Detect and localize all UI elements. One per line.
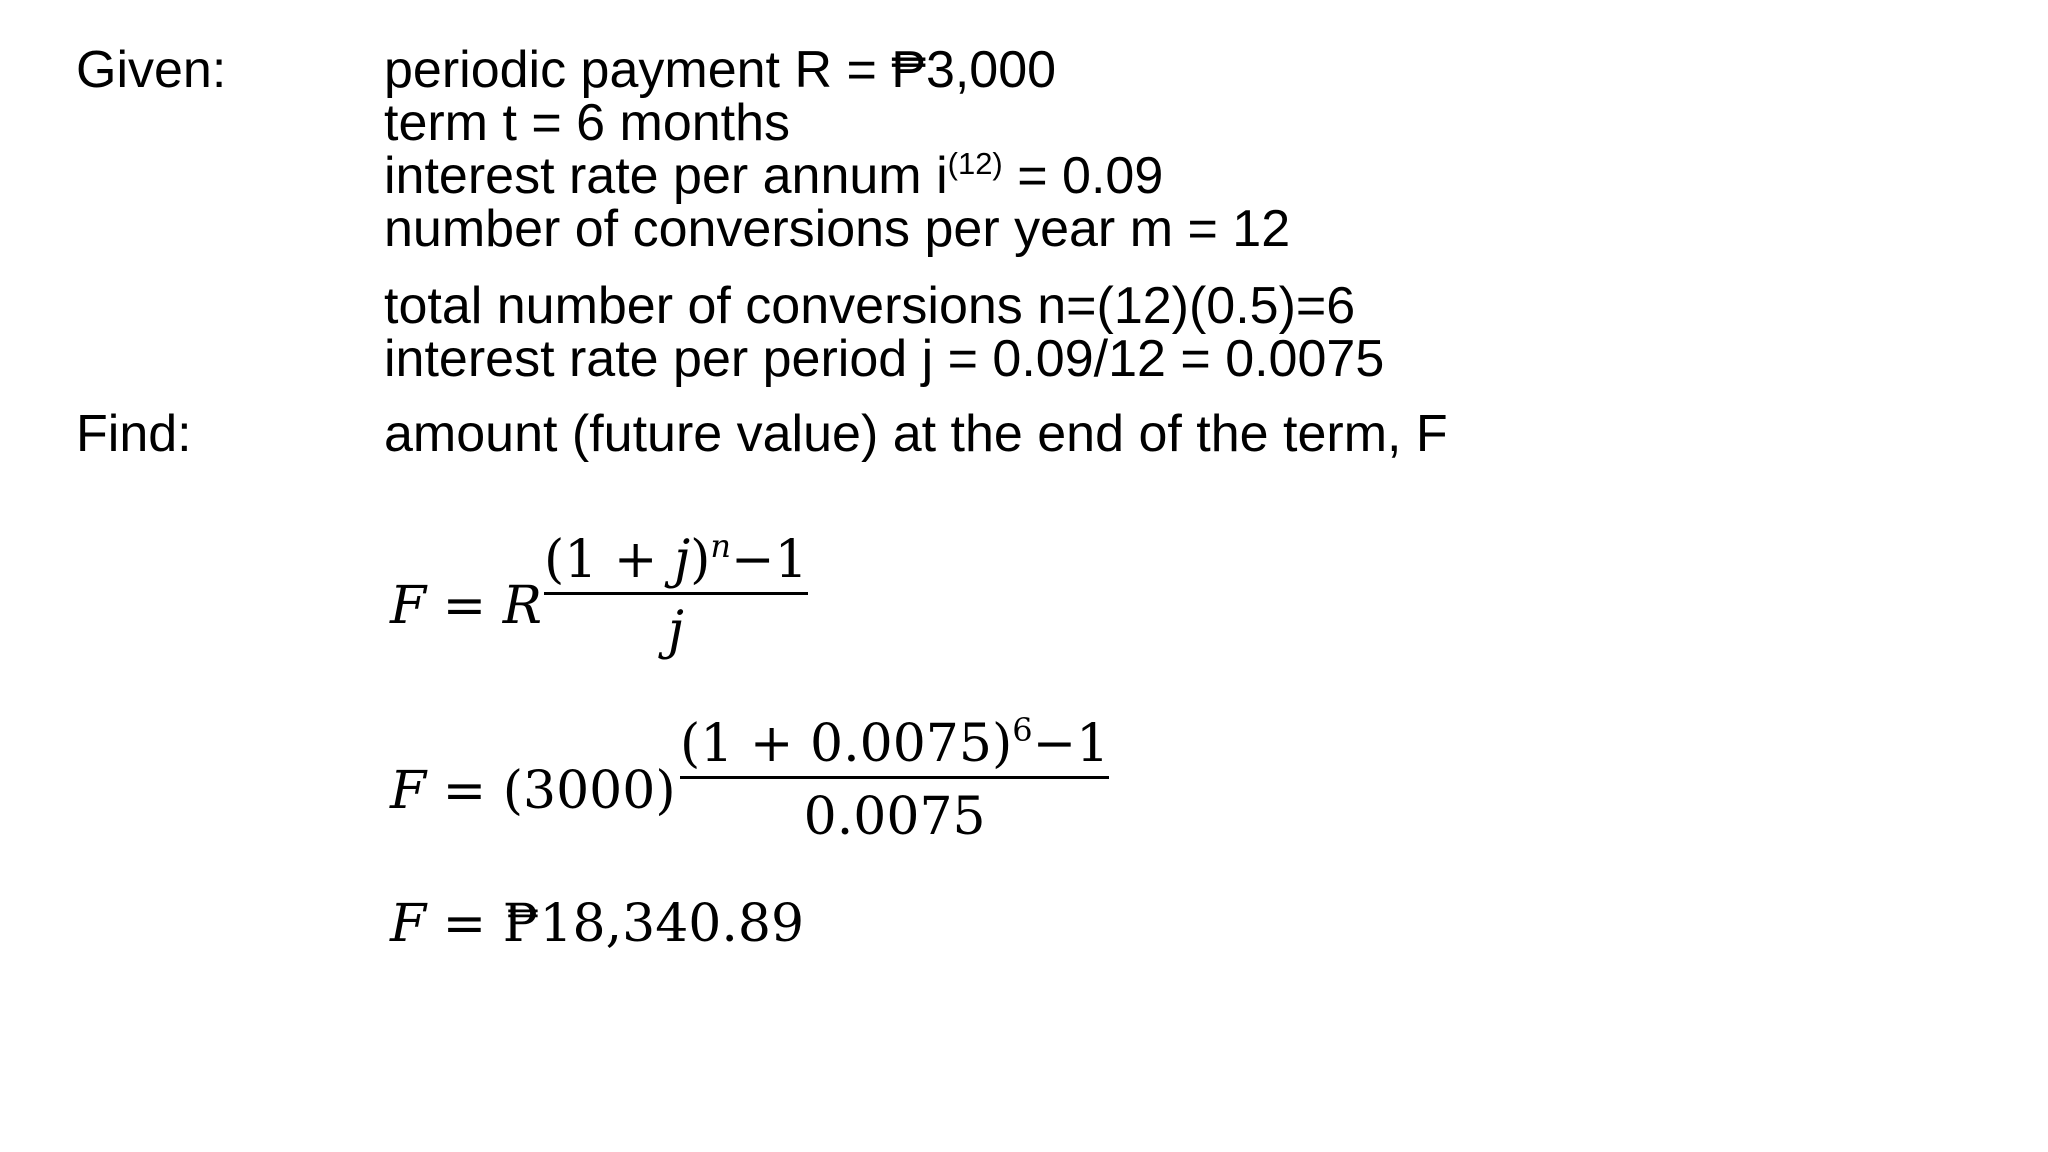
formula-substituted-f: F [390, 761, 427, 821]
find-label: Find: [76, 405, 192, 463]
given-annual-rate [384, 146, 1164, 205]
given-label: Given: [76, 41, 227, 99]
given-annual-rate-text: interest rate per annum i [384, 147, 948, 205]
formula-general-denominator: j [667, 601, 684, 661]
formula-result [390, 894, 805, 954]
formula-substituted-numerator: $(1 + 0.0075)^6-1$ [680, 711, 1110, 774]
given-term: term t = 6 months [384, 94, 791, 152]
given-payment: periodic payment R = ₱3,000 [384, 41, 1057, 99]
given-total-conversions: total number of conversions n=(12)(0.5)=6 [384, 277, 1356, 335]
formula-general-fraction-bar [544, 592, 808, 595]
formula-general-fraction [544, 527, 808, 661]
formula-general-r: R [502, 576, 542, 636]
formula-substituted-fraction-bar [680, 776, 1109, 779]
formula-substituted-fraction [680, 711, 1110, 847]
formula-result-f: F [390, 894, 427, 954]
formula-substituted-denominator: 0.0075 [803, 787, 986, 847]
formula-substituted-lhs [390, 761, 676, 821]
find-text: amount (future value) at the end of the term, F [384, 405, 1448, 463]
given-annual-rate-superscript: (12) [947, 146, 1003, 181]
formula-general-equals: = [426, 576, 503, 636]
formula-general-lhs [390, 576, 542, 636]
given-period-rate: interest rate per period j = 0.09/12 = 0.0075 [384, 330, 1385, 388]
given-annual-rate-value: = 0.09 [1002, 147, 1164, 205]
formula-result-value: = ₱18,340.89 [426, 894, 805, 954]
given-conversions-per-year: number of conversions per year m = 12 [384, 200, 1291, 258]
formula-substituted-coef: = (3000) [426, 761, 676, 821]
formula-general-numerator: $(1 + j)^n-1$ [544, 527, 808, 590]
formula-general-f: F [390, 576, 427, 636]
